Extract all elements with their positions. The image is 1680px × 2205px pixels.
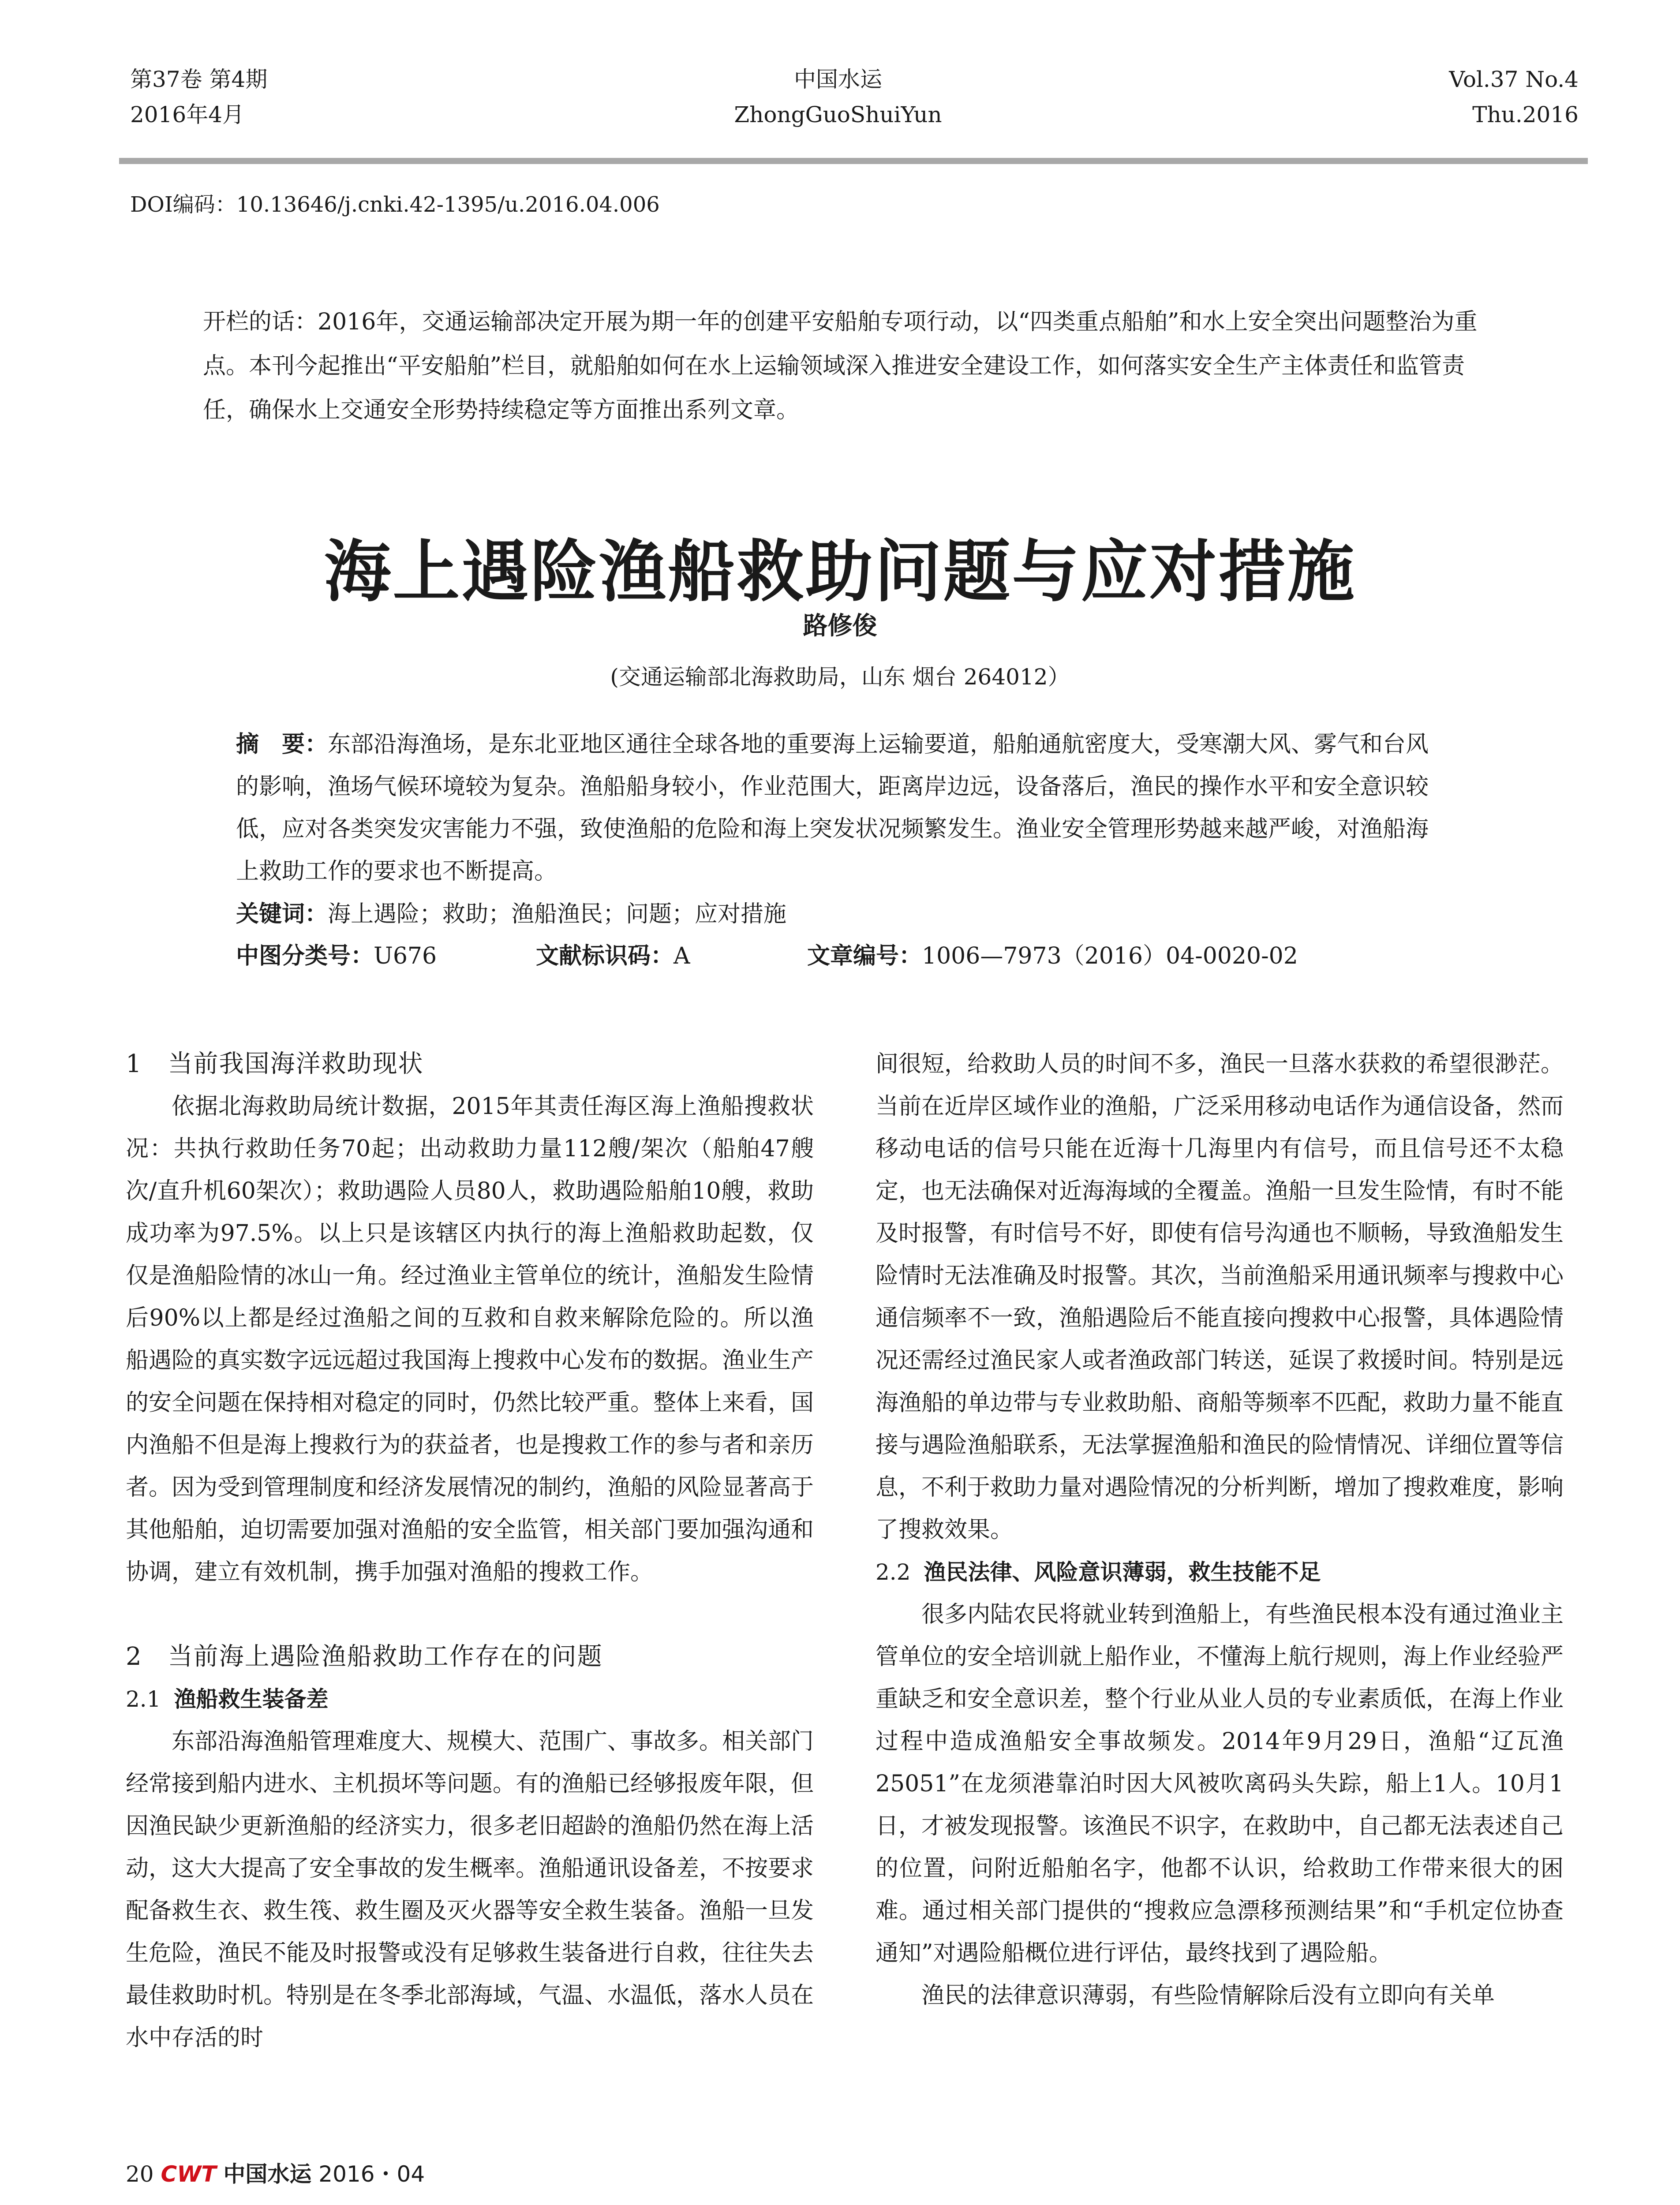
footer-issue: 2016・04 [318, 2161, 425, 2187]
journal-volume-info-en [1449, 62, 1579, 132]
doc-code-value: A [673, 943, 690, 969]
body-column-left [126, 1043, 814, 2059]
clc-label: 中图分类号： [236, 943, 374, 969]
page-number: 20 [126, 2161, 154, 2187]
abstract-label: 摘 要： [236, 731, 328, 758]
author-affiliation: (交通运输部北海救助局，山东 烟台 264012） [610, 664, 1070, 690]
doc-code-label: 文献标识码： [536, 943, 674, 969]
section-2-1-paragraph-continued: 间很短，给救助人员的时间不多，渔民一旦落水获救的希望很渺茫。当前在近岸区域作业的渔船，广泛采用移动电话作为通信设备，然而移动电话的信号只能在近海十几海里内有信号，而且信号还不太稳定，也无法确保对近海海域的全覆盖。渔船一旦发生险情，有时不能及时报警，有时信号不好，即使有信号沟通也不顺畅，导致渔船发生险情时无法准确及时报警。其次，当前渔船采用通讯频率与搜救中心通信频率不一致，渔船遇险后不能直接向搜救中心报警，具体遇险情况还需经过渔民家人或者渔政部门转送，延误了救援时间。特别是远海渔船的单边带与专业救助船、商船等频率不匹配，救助力量不能直接与遇险渔船联系，无法掌握渔船和渔民的险情情况、详细位置等信息，不利于救助力量对遇险情况的分析判断，增加了搜救难度，影响了搜救效果。 [876, 1051, 1564, 1543]
volume-issue-en: Vol.37 No.4 [1449, 67, 1579, 92]
clc-number [236, 937, 437, 970]
keywords-label: 关键词： [236, 901, 328, 927]
article-number-value: 1006—7973（2016）04-0020-02 [922, 943, 1298, 969]
section-2-1-title: 渔船救生装备差 [174, 1686, 329, 1712]
clc-value: U676 [374, 943, 437, 969]
article-title: 海上遇险渔船救助问题与应对措施 [324, 532, 1356, 611]
doi-line: DOI编码：10.13646/j.cnki.42-1395/u.2016.04.006 [130, 192, 660, 217]
article-number-label: 文章编号： [807, 943, 922, 969]
journal-volume-info [130, 62, 267, 132]
abstract [236, 723, 1444, 893]
section-2-2-paragraph-2: 渔民的法律意识薄弱，有些险情解除后没有立即向有关单 [921, 1982, 1495, 2009]
abstract-text: 东部沿海渔场，是东北亚地区通往全球各地的重要海上运输要道，船舶通航密度大，受寒潮大风、雾气和台风的影响，渔场气候环境较为复杂。渔船船身较小，作业范围大，距离岸边远，设备落后，渔民的操作水平和安全意识较低，应对各类突发灾害能力不强，致使渔船的危险和海上突发状况频繁发生。渔业安全管理形势越来越严峻，对渔船海上救助工作的要求也不断提高。 [236, 731, 1429, 885]
section-2-2-number: 2.2 [876, 1559, 911, 1585]
keywords-text: 海上遇险；救助；渔船渔民；问题；应对措施 [328, 901, 787, 927]
volume-issue: 第37卷 第4期 [130, 67, 268, 92]
section-1-heading: 1 当前我国海洋救助现状 [126, 1050, 424, 1078]
document-code [536, 937, 690, 970]
section-2-2-title: 渔民法律、风险意识薄弱，救生技能不足 [924, 1559, 1321, 1585]
page-footer [126, 2156, 425, 2188]
journal-name-block [617, 62, 1059, 132]
section-2-2-paragraph-1: 很多内陆农民将就业转到渔船上，有些渔民根本没有通过渔业主管单位的安全培训就上船作业，不懂海上航行规则，海上作业经验严重缺乏和安全意识差，整个行业从业人员的专业素质低，在海上作业过程中造成渔船安全事故频发。2014年9月29日，渔船“辽瓦渔25051”在龙须港靠泊时因大风被吹离码头失踪，船上1人。10月1日，才被发现报警。该渔民不识字，在救助中，自己都无法表述自己的位置，问附近船舶名字，他都不认识，给救助工作带来很大的困难。通过相关部门提供的“搜救应急漂移预测结果”和“手机定位协查通知”对遇险船概位进行评估，最终找到了遇险船。 [876, 1601, 1564, 1966]
issue-date-en: Thu.2016 [1472, 102, 1579, 127]
body-column-right [876, 1043, 1564, 2017]
issue-date: 2016年4月 [130, 102, 245, 127]
journal-name-cn: 中国水运 [794, 67, 882, 92]
section-2-1-heading [126, 1678, 814, 1720]
header-rule [119, 158, 1588, 164]
article-author: 路修俊 [803, 612, 877, 640]
article-number [807, 937, 1298, 970]
section-1-paragraph: 依据北海救助局统计数据，2015年其责任海区海上渔船搜救状况：共执行救助任务70起；出动救助力量112艘/架次（船舶47艘次/直升机60架次）；救助遇险人员80人，救助遇险船舶10艘，救助成功率为97.5%。以上只是该辖区内执行的海上渔船救助起数，仅仅是渔船险情的冰山一角。经过渔业主管单位的统计，渔船发生险情后90%以上都是经过渔船之间的互救和自救来解除危险的。所以渔船遇险的真实数字远远超过我国海上搜救中心发布的数据。渔业生产的安全问题在保持相对稳定的同时，仍然比较严重。整体上来看，国内渔船不但是海上搜救行为的获益者，也是搜救工作的参与者和亲历者。因为受到管理制度和经济发展情况的制约，渔船的风险显著高于其他船舶，迫切需要加强对渔船的安全监管，相关部门要加强沟通和协调，建立有效机制，携手加强对渔船的搜救工作。 [126, 1093, 814, 1585]
column-intro: 开栏的话：2016年，交通运输部决定开展为期一年的创建平安船舶专项行动，以“四类重点船舶”和水上安全突出问题整治为重点。本刊今起推出“平安船舶”栏目，就船舶如何在水上运输领域深入推进安全建设工作，如何落实安全生产主体责任和监管责任，确保水上交通安全形势持续稳定等方面推出系列文章。 [203, 309, 1478, 423]
journal-name-pinyin: ZhongGuoShuiYun [734, 102, 942, 127]
section-2-heading: 2 当前海上遇险渔船救助工作存在的问题 [126, 1642, 603, 1671]
section-2-1-number: 2.1 [126, 1686, 161, 1712]
keywords [236, 895, 1444, 928]
cwt-logo: CWT [161, 2161, 217, 2187]
footer-magazine-name: 中国水运 [223, 2161, 312, 2187]
section-2-2-heading [876, 1551, 1564, 1593]
section-2-1-paragraph: 东部沿海渔船管理难度大、规模大、范围广、事故多。相关部门经常接到船内进水、主机损坏等问题。有的渔船已经够报废年限，但因渔民缺少更新渔船的经济实力，很多老旧超龄的渔船仍然在海上活动，这大大提高了安全事故的发生概率。渔船通讯设备差，不按要求配备救生衣、救生筏、救生圈及灭火器等安全救生装备。渔船一旦发生危险，渔民不能及时报警或没有足够救生装备进行自救，往往失去最佳救助时机。特别是在冬季北部海域，气温、水温低，落水人员在水中存活的时 [126, 1728, 814, 2051]
